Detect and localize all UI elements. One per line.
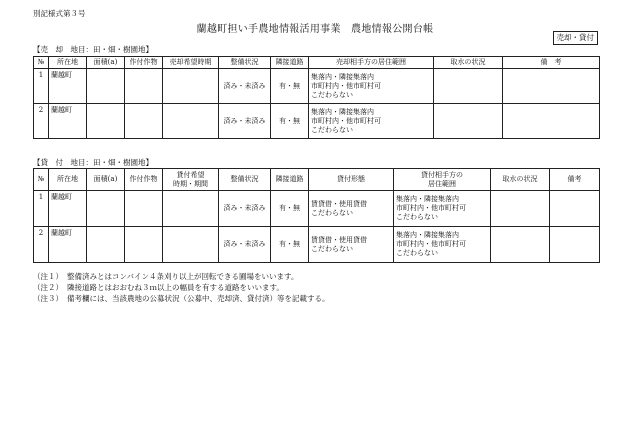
- col-header-crop: 作付作物: [125, 57, 163, 69]
- row-lease-period[interactable]: [163, 227, 219, 263]
- lease-form-option: こだわらない: [311, 208, 353, 217]
- col-header-remarks: 備考: [550, 169, 600, 191]
- row-residence: [394, 227, 491, 263]
- row-water[interactable]: [434, 104, 503, 139]
- table-row: [34, 191, 600, 227]
- col-header-area: 面積(a): [87, 169, 125, 191]
- row-lease-period[interactable]: [163, 191, 219, 227]
- residence-option: 市町村内・他市町村可: [396, 204, 466, 212]
- note-item: [33, 282, 330, 293]
- row-road: 有・無: [271, 191, 309, 227]
- residence-option: 集落内・隣接集落内: [311, 107, 374, 116]
- row-number: 1: [34, 191, 49, 227]
- status-box: 売却・貸付: [553, 31, 599, 45]
- col-header-residence: 売却相手方の居住範囲: [309, 57, 434, 69]
- row-remarks[interactable]: [550, 191, 600, 227]
- col-header-road: 隣接道路: [271, 57, 309, 69]
- header-line: 貸付希望: [176, 170, 205, 179]
- row-lease-form: [309, 227, 394, 263]
- row-road: 有・無: [271, 104, 309, 139]
- sale-header-row: [34, 57, 600, 69]
- col-header-road: 隣接道路: [271, 169, 309, 191]
- row-crop[interactable]: [125, 227, 163, 263]
- row-location: 蘭越町: [49, 191, 87, 227]
- residence-option: こだわらない: [311, 125, 353, 134]
- note-key: （注１）: [33, 272, 63, 281]
- col-header-water: 取水の状況: [434, 57, 503, 69]
- row-number: 2: [34, 227, 49, 263]
- residence-option: こだわらない: [311, 90, 353, 99]
- col-header-location: 所在地: [49, 169, 87, 191]
- sale-table: [33, 56, 600, 139]
- row-sale-period[interactable]: [163, 69, 219, 104]
- col-header-no: №: [34, 57, 49, 69]
- note-key: （注３）: [33, 294, 63, 303]
- row-maintenance: 済み・未済み: [219, 104, 271, 139]
- row-road: 有・無: [271, 227, 309, 263]
- row-area[interactable]: [87, 104, 125, 139]
- row-residence: [309, 69, 434, 104]
- col-header-maintenance: 整備状況: [219, 169, 271, 191]
- notes: [33, 271, 330, 304]
- row-remarks[interactable]: [550, 227, 600, 263]
- note-item: [33, 293, 330, 304]
- residence-option: 集落内・隣接集落内: [396, 231, 459, 239]
- col-header-location: 所在地: [49, 57, 87, 69]
- lease-section-heading: 【貸 付 地目：田・畑・樹園地】: [33, 158, 153, 167]
- header-line: 貸付相手方の: [421, 170, 463, 179]
- header-line: 居住範囲: [428, 179, 456, 188]
- col-header-lease-period: [163, 169, 219, 191]
- row-area[interactable]: [87, 227, 125, 263]
- row-remarks[interactable]: [503, 69, 600, 104]
- page-title: 蘭越町担い手農地情報活用事業 農地情報公開台帳: [196, 24, 434, 35]
- residence-option: こだわらない: [396, 213, 438, 221]
- row-water[interactable]: [491, 191, 550, 227]
- row-road: 有・無: [271, 69, 309, 104]
- col-header-area: 面積(a): [87, 57, 125, 69]
- row-area[interactable]: [87, 69, 125, 104]
- row-residence: [309, 104, 434, 139]
- note-text: 整備済みとはコンバイン４条刈り以上が回転できる圃場をいいます。: [67, 272, 299, 281]
- lease-form-option: 賃貸借・使用貸借: [311, 235, 367, 244]
- row-location: 蘭越町: [49, 104, 87, 139]
- residence-option: 市町村内・他市町村可: [311, 116, 381, 125]
- col-header-sale-period: 売却希望時期: [163, 57, 219, 69]
- col-header-no: №: [34, 169, 49, 191]
- row-crop[interactable]: [125, 69, 163, 104]
- row-area[interactable]: [87, 191, 125, 227]
- note-text: 隣接道路とはおおむね３ｍ以上の幅員を有する道路をいいます。: [67, 283, 284, 292]
- row-maintenance: 済み・未済み: [219, 69, 271, 104]
- table-row: [34, 104, 600, 139]
- row-lease-form: [309, 191, 394, 227]
- row-residence: [394, 191, 491, 227]
- col-header-maintenance: 整備状況: [219, 57, 271, 69]
- lease-form-option: こだわらない: [311, 244, 353, 253]
- col-header-water: 取水の状況: [491, 169, 550, 191]
- row-location: 蘭越町: [49, 227, 87, 263]
- col-header-residence: [394, 169, 491, 191]
- residence-option: 集落内・隣接集落内: [311, 72, 374, 81]
- residence-option: 集落内・隣接集落内: [396, 195, 459, 203]
- sale-section-heading: 【売 却 地目：田・畑・樹園地】: [33, 45, 153, 54]
- row-crop[interactable]: [125, 104, 163, 139]
- row-crop[interactable]: [125, 191, 163, 227]
- col-header-remarks: 備 考: [503, 57, 600, 69]
- row-water[interactable]: [434, 69, 503, 104]
- header-line: 時期・期間: [173, 179, 208, 188]
- row-location: 蘭越町: [49, 69, 87, 104]
- table-row: [34, 69, 600, 104]
- residence-option: 市町村内・他市町村可: [311, 81, 381, 90]
- table-row: [34, 227, 600, 263]
- row-number: 1: [34, 69, 49, 104]
- row-water[interactable]: [491, 227, 550, 263]
- lease-form-option: 賃貸借・使用貸借: [311, 199, 367, 208]
- col-header-crop: 作付作物: [125, 169, 163, 191]
- row-sale-period[interactable]: [163, 104, 219, 139]
- row-number: 2: [34, 104, 49, 139]
- residence-option: こだわらない: [396, 249, 438, 257]
- row-maintenance: 済み・未済み: [219, 191, 271, 227]
- note-key: （注２）: [33, 283, 63, 292]
- note-text: 備考欄には、当該農地の公募状況（公募中、売却済、貸付済）等を記載する。: [67, 294, 330, 303]
- residence-option: 市町村内・他市町村可: [396, 240, 466, 248]
- col-header-lease-form: 貸付形態: [309, 169, 394, 191]
- note-item: [33, 271, 330, 282]
- lease-header-row: [34, 169, 600, 191]
- form-number: 別記様式第３号: [33, 9, 86, 18]
- row-maintenance: 済み・未済み: [219, 227, 271, 263]
- lease-table: [33, 168, 600, 263]
- row-remarks[interactable]: [503, 104, 600, 139]
